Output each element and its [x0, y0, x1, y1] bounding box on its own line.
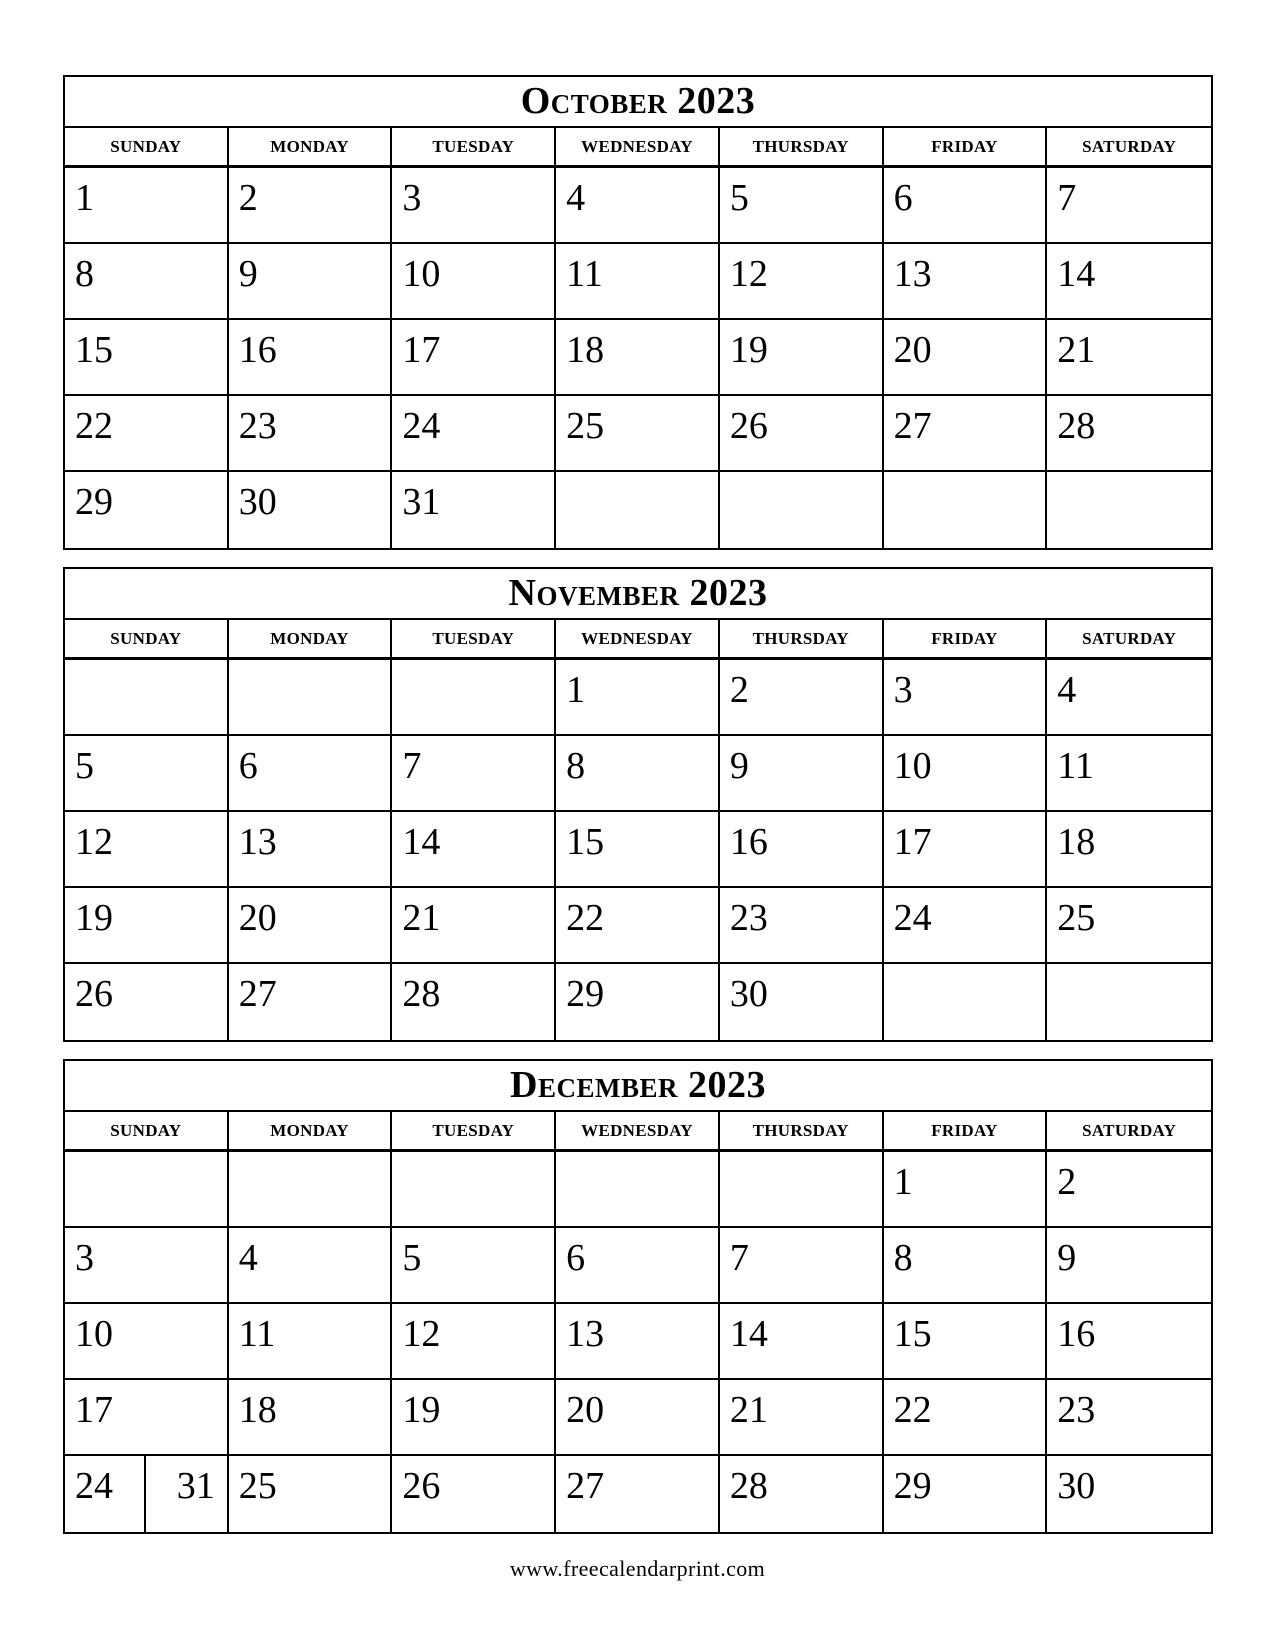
empty-day-cell	[884, 964, 1048, 1040]
day-cell	[229, 168, 393, 244]
weekday-header	[65, 128, 1211, 168]
day-cell	[884, 888, 1048, 964]
day-cell	[556, 320, 720, 396]
day-number: 12	[402, 1313, 441, 1355]
day-number: 21	[402, 897, 441, 939]
weekday-label: MONDAY	[229, 128, 393, 165]
day-cell	[392, 320, 556, 396]
day-number: 15	[566, 821, 605, 863]
day-number: 30	[1057, 1465, 1096, 1507]
day-number: 14	[729, 1313, 768, 1355]
weekday-label: SUNDAY	[65, 128, 229, 165]
day-number: 22	[75, 405, 113, 447]
weekday-label: SATURDAY	[1082, 137, 1177, 156]
day-number: 14	[402, 821, 441, 863]
weekday-label: SATURDAY	[1082, 1121, 1177, 1140]
day-number: 9	[729, 745, 749, 787]
day-cell	[392, 396, 556, 472]
day-number: 13	[893, 253, 932, 295]
month-title: October 2023	[65, 77, 1211, 128]
empty-day-cell	[556, 472, 720, 548]
day-number: 16	[1057, 1313, 1096, 1355]
day-number: 21	[1057, 329, 1096, 371]
day-cell	[720, 1228, 884, 1304]
day-cell	[1047, 888, 1211, 964]
day-number: 10	[893, 745, 932, 787]
day-cell	[720, 1456, 884, 1532]
day-cell	[65, 396, 229, 472]
day-number: 15	[75, 329, 113, 371]
day-number: 17	[402, 329, 441, 371]
day-cell	[1047, 244, 1211, 320]
day-cell	[65, 168, 229, 244]
empty-day-cell	[392, 660, 556, 736]
day-number: 11	[566, 253, 603, 295]
month-title: December 2023	[65, 1061, 1211, 1112]
day-number: 24	[402, 405, 441, 447]
day-number: 7	[402, 745, 422, 787]
day-cell	[884, 168, 1048, 244]
day-number: 17	[75, 1389, 113, 1431]
month-calendar-november	[63, 567, 1213, 1042]
day-number: 2	[1057, 1161, 1077, 1203]
day-cell	[1047, 660, 1211, 736]
day-number: 6	[566, 1237, 586, 1279]
day-number: 19	[729, 329, 768, 371]
empty-day-cell	[65, 1152, 229, 1228]
weekday-label: WEDNESDAY	[556, 1112, 720, 1149]
empty-day-cell	[229, 660, 393, 736]
day-number: 22	[893, 1389, 932, 1431]
day-number: 23	[729, 897, 768, 939]
day-cell	[1047, 168, 1211, 244]
weekday-label: FRIDAY	[884, 128, 1048, 165]
day-number: 20	[893, 329, 932, 371]
day-cell	[392, 888, 556, 964]
day-cell	[1047, 1152, 1211, 1228]
day-cell	[65, 472, 229, 548]
weekday-label: TUESDAY	[392, 620, 556, 657]
day-number: 21	[729, 1389, 768, 1431]
day-number: 25	[1057, 897, 1096, 939]
day-cell	[1047, 396, 1211, 472]
day-number: 7	[1057, 177, 1077, 219]
day-cell-half	[65, 1456, 146, 1532]
weekday-label: SUNDAY	[65, 1112, 229, 1149]
day-cell	[229, 396, 393, 472]
day-cell	[720, 1380, 884, 1456]
day-cell	[229, 472, 393, 548]
day-cell	[556, 660, 720, 736]
day-number: 29	[75, 481, 113, 523]
weekday-label: WEDNESDAY	[556, 128, 720, 165]
day-number: 3	[893, 669, 913, 711]
day-number: 2	[729, 669, 749, 711]
empty-day-cell	[720, 1152, 884, 1228]
day-number: 26	[729, 405, 768, 447]
day-number: 3	[402, 177, 422, 219]
day-grid	[65, 1152, 1211, 1532]
day-number: 28	[729, 1465, 768, 1507]
day-number: 5	[75, 745, 94, 787]
day-cell	[65, 1304, 229, 1380]
month-calendar-december	[63, 1059, 1213, 1534]
day-number: 31	[402, 481, 441, 523]
day-cell	[392, 736, 556, 812]
day-cell	[720, 244, 884, 320]
website-footer: www.freecalendarprint.com	[509, 1556, 766, 1581]
empty-day-cell	[1047, 472, 1211, 548]
day-cell	[1047, 1228, 1211, 1304]
day-cell	[884, 1228, 1048, 1304]
day-number: 18	[1057, 821, 1096, 863]
weekday-label: THURSDAY	[720, 1112, 884, 1149]
day-number: 20	[566, 1389, 605, 1431]
day-cell	[65, 244, 229, 320]
day-number: 26	[75, 973, 113, 1015]
day-cell	[556, 964, 720, 1040]
day-cell	[229, 812, 393, 888]
day-cell	[720, 1304, 884, 1380]
day-number: 11	[1057, 745, 1094, 787]
day-number: 12	[729, 253, 768, 295]
day-cell-half	[146, 1456, 227, 1532]
day-cell	[229, 964, 393, 1040]
empty-day-cell	[65, 660, 229, 736]
day-number: 1	[75, 177, 94, 219]
day-number: 29	[893, 1465, 932, 1507]
day-cell	[556, 168, 720, 244]
day-cell	[392, 244, 556, 320]
day-number: 10	[402, 253, 441, 295]
weekday-label: FRIDAY	[884, 1112, 1048, 1149]
day-number: 5	[729, 177, 749, 219]
day-number: 27	[238, 973, 277, 1015]
day-cell	[884, 812, 1048, 888]
day-cell	[556, 244, 720, 320]
day-cell	[229, 320, 393, 396]
weekday-header	[65, 620, 1211, 660]
day-cell	[556, 888, 720, 964]
empty-day-cell	[1047, 964, 1211, 1040]
day-cell	[556, 812, 720, 888]
day-number: 4	[566, 177, 586, 219]
day-number: 23	[238, 405, 277, 447]
day-cell-split	[65, 1456, 229, 1532]
day-number: 19	[75, 897, 113, 939]
day-number: 29	[566, 973, 605, 1015]
day-cell	[65, 964, 229, 1040]
day-cell	[556, 1456, 720, 1532]
day-cell	[884, 736, 1048, 812]
day-cell	[229, 1228, 393, 1304]
day-number: 16	[238, 329, 277, 371]
day-cell	[1047, 1380, 1211, 1456]
weekday-label: SATURDAY	[1082, 629, 1177, 648]
day-cell	[392, 168, 556, 244]
weekday-label: TUESDAY	[392, 1112, 556, 1149]
day-number: 15	[893, 1313, 932, 1355]
day-number: 25	[238, 1465, 277, 1507]
day-number: 3	[75, 1237, 94, 1279]
day-cell	[392, 1456, 556, 1532]
day-number: 2	[238, 177, 258, 219]
weekday-label: WEDNESDAY	[556, 620, 720, 657]
day-cell	[65, 888, 229, 964]
day-number: 17	[893, 821, 932, 863]
day-cell	[65, 736, 229, 812]
day-number: 8	[566, 745, 586, 787]
day-number: 31	[176, 1465, 215, 1507]
day-cell	[884, 396, 1048, 472]
day-cell	[229, 888, 393, 964]
day-cell	[229, 736, 393, 812]
day-number: 27	[893, 405, 932, 447]
day-number: 1	[893, 1161, 913, 1203]
day-cell	[65, 812, 229, 888]
day-cell	[556, 736, 720, 812]
day-number: 26	[402, 1465, 441, 1507]
day-cell	[720, 812, 884, 888]
day-number: 16	[729, 821, 768, 863]
day-cell	[720, 168, 884, 244]
day-number: 18	[238, 1389, 277, 1431]
empty-day-cell	[229, 1152, 393, 1228]
empty-day-cell	[884, 472, 1048, 548]
day-number: 4	[1057, 669, 1077, 711]
day-number: 24	[75, 1465, 113, 1507]
day-cell	[720, 396, 884, 472]
weekday-label: SUNDAY	[65, 620, 229, 657]
day-cell	[884, 1380, 1048, 1456]
day-cell	[884, 1456, 1048, 1532]
empty-day-cell	[556, 1152, 720, 1228]
day-cell	[229, 1380, 393, 1456]
weekday-label: FRIDAY	[884, 620, 1048, 657]
day-cell	[392, 472, 556, 548]
day-cell	[392, 1304, 556, 1380]
day-cell	[392, 1380, 556, 1456]
empty-day-cell	[392, 1152, 556, 1228]
day-cell	[1047, 812, 1211, 888]
day-number: 14	[1057, 253, 1096, 295]
day-cell	[720, 660, 884, 736]
day-number: 5	[402, 1237, 422, 1279]
day-cell	[392, 1228, 556, 1304]
day-cell	[392, 964, 556, 1040]
day-cell	[720, 964, 884, 1040]
month-calendar-october	[63, 75, 1213, 550]
day-cell	[229, 1304, 393, 1380]
day-cell	[556, 1228, 720, 1304]
empty-day-cell	[720, 472, 884, 548]
day-number: 6	[893, 177, 913, 219]
day-cell	[229, 244, 393, 320]
day-cell	[720, 888, 884, 964]
day-number: 20	[238, 897, 277, 939]
day-number: 28	[1057, 405, 1096, 447]
weekday-label: MONDAY	[229, 1112, 393, 1149]
day-number: 24	[893, 897, 932, 939]
day-cell	[556, 1304, 720, 1380]
day-cell	[229, 1456, 393, 1532]
day-cell	[884, 1152, 1048, 1228]
day-number: 9	[238, 253, 258, 295]
day-cell	[720, 736, 884, 812]
day-number: 27	[566, 1465, 605, 1507]
day-number: 12	[75, 821, 113, 863]
day-cell	[884, 244, 1048, 320]
day-cell	[556, 1380, 720, 1456]
day-cell	[1047, 320, 1211, 396]
day-cell	[65, 1228, 229, 1304]
day-number: 10	[75, 1313, 113, 1355]
day-number: 19	[402, 1389, 441, 1431]
day-number: 23	[1057, 1389, 1096, 1431]
day-cell	[392, 812, 556, 888]
day-number: 13	[566, 1313, 605, 1355]
day-number: 30	[238, 481, 277, 523]
day-cell	[1047, 1456, 1211, 1532]
day-cell	[884, 320, 1048, 396]
day-cell	[720, 320, 884, 396]
day-cell	[884, 660, 1048, 736]
weekday-label: THURSDAY	[720, 620, 884, 657]
day-cell	[65, 1380, 229, 1456]
day-number: 7	[729, 1237, 749, 1279]
day-cell	[884, 1304, 1048, 1380]
day-number: 8	[75, 253, 94, 295]
month-title: November 2023	[65, 569, 1211, 620]
weekday-label: THURSDAY	[720, 128, 884, 165]
weekday-header	[65, 1112, 1211, 1152]
day-number: 30	[729, 973, 768, 1015]
day-cell	[1047, 1304, 1211, 1380]
day-grid	[65, 660, 1211, 1040]
day-number: 22	[566, 897, 605, 939]
day-number: 6	[238, 745, 258, 787]
day-number: 8	[893, 1237, 913, 1279]
day-number: 13	[238, 821, 277, 863]
weekday-label: MONDAY	[229, 620, 393, 657]
day-grid	[65, 168, 1211, 548]
day-cell	[556, 396, 720, 472]
day-number: 25	[566, 405, 605, 447]
day-number: 4	[238, 1237, 258, 1279]
day-cell	[1047, 736, 1211, 812]
day-number: 9	[1057, 1237, 1077, 1279]
day-number: 1	[566, 669, 586, 711]
day-number: 28	[402, 973, 441, 1015]
day-cell	[65, 320, 229, 396]
day-number: 18	[566, 329, 605, 371]
weekday-label: TUESDAY	[392, 128, 556, 165]
day-number: 11	[238, 1313, 276, 1355]
